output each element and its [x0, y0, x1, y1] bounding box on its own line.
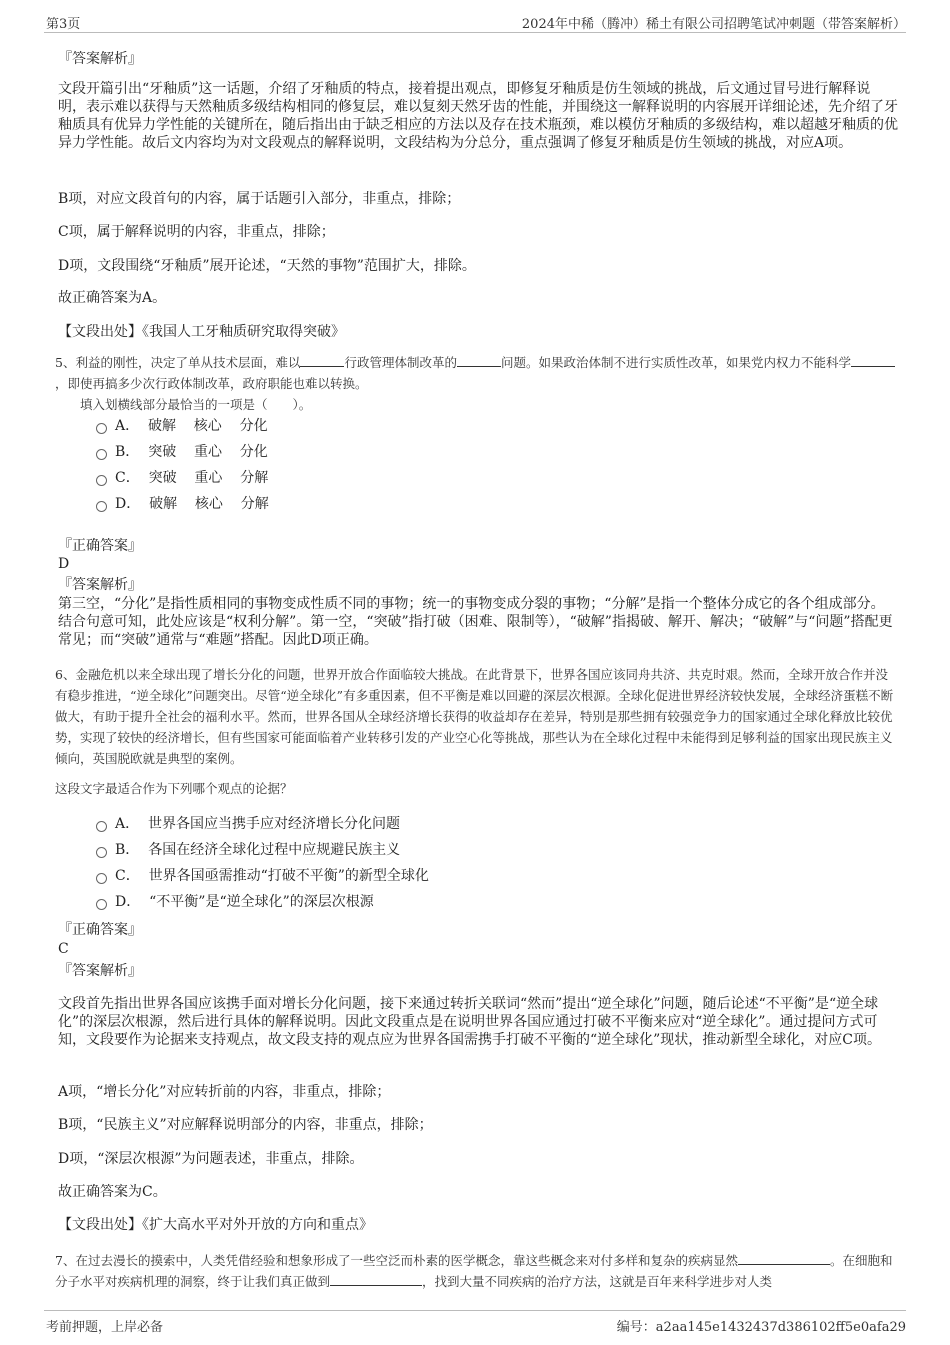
q6-option-a[interactable]: A． 世界各国应当携手应对经济增长分化问题: [96, 814, 400, 834]
document-title: 2024年中稀（腾冲）稀土有限公司招聘笔试冲刺题（带答案解析）: [521, 17, 906, 32]
footer-slogan: 考前押题，上岸必备: [46, 1320, 164, 1335]
q6-option-b-note: B项，“民族主义”对应解释说明部分的内容，非重点，排除；: [58, 1117, 433, 1133]
q5-answer: D: [58, 556, 70, 572]
q6-option-c[interactable]: C． 世界各国亟需推动“打破不平衡”的新型全球化: [96, 866, 429, 886]
q6-conclusion: 故正确答案为C。: [58, 1184, 167, 1200]
q4-source: 【文段出处】《我国人工牙釉质研究取得突破》: [58, 324, 345, 340]
q6-analysis-paragraph: 文段首先指出世界各国应该携手面对增长分化问题，接下来通过转折关联词“然而”提出“逆全球化”问题，随后论述“不平衡”是“逆全球化”的深层次根源，然后进行具体的解释说明。因此文段重点是在说明世界各国应通过打破不平衡来应对“逆全球化”。通过提问方式可知，文段要作为论据来支持观点，故文段支持的观点应为世界各国需携手打破不平衡的“逆全球化”现状，推动新型全球化，对应C项。: [58, 996, 882, 1048]
page-number: 第3页: [46, 17, 81, 32]
document-id: 编号：a2aa145e1432437d386102ff5e0afa29: [616, 1320, 906, 1335]
radio-icon[interactable]: [96, 899, 107, 910]
q5-analysis: 第三空，“分化”是指性质相同的事物变成性质不同的事物；统一的事物变成分裂的事物；“分解”是指一个整体分成它的各个组成部分。结合句意可知，此处应该是“权利分解”。第一空，“突破”指打破（困难、限制等），“破解”指揭破、解开、解决；“破解”与“问题”搭配更常见；而“突破”通常与“难题”搭配。因此D项正确。: [58, 596, 893, 648]
q5-stem-part2: 行政管理体制改革的: [344, 355, 457, 370]
q6-source: 【文段出处】《扩大高水平对外开放的方向和重点》: [58, 1217, 373, 1233]
radio-icon[interactable]: [96, 847, 107, 858]
q4-conclusion: 故正确答案为A。: [58, 290, 167, 306]
q7-stem-part1: 7、在过去漫长的摸索中，人类凭借经验和想象形成了一些空泛而朴素的医学概念，靠这些概念来对付多样和复杂的疾病显然: [55, 1253, 738, 1268]
q4-analysis-paragraph: 文段开篇引出“牙釉质”这一话题，介绍了牙釉质的特点，接着提出观点，即修复牙釉质是仿生领域的挑战，后文通过冒号进行解释说明，表示难以获得与天然釉质多级结构相同的修复层，难以复刻天然牙齿的性能，并围绕这一解释说明的内容展开详细论述，先介绍了牙釉质具有优异力学性能的关键所在，随后指出由于缺乏相应的方法以及存在技术瓶颈，难以模仿牙釉质的多级结构，难以超越牙釉质的优异力学性能。故后文内容均为对文段观点的解释说明，文段结构为分总分，重点强调了修复牙釉质是仿生领域的挑战，对应A项。: [58, 81, 898, 151]
q7-stem-part3: ，找到大量不同疾病的治疗方法，这就是百年来科学进步对人类: [422, 1274, 773, 1289]
q5-stem: [55, 352, 900, 394]
page-footer: [44, 1310, 906, 1335]
radio-icon[interactable]: [96, 501, 107, 512]
radio-icon[interactable]: [96, 873, 107, 884]
q5-blank-1: [300, 354, 344, 367]
radio-icon[interactable]: [96, 475, 107, 486]
q6-answer-label: 『正确答案』: [58, 922, 142, 938]
q7-blank-2: [330, 1273, 422, 1286]
q5-option-b[interactable]: B． 突破 重心 分化: [96, 442, 268, 462]
q5-blank-2: [457, 354, 501, 367]
q5-option-c[interactable]: C． 突破 重心 分解: [96, 468, 268, 488]
q5-option-d[interactable]: D． 破解 核心 分解: [96, 494, 269, 514]
radio-icon[interactable]: [96, 449, 107, 460]
q6-question: 这段文字最适合作为下列哪个观点的论据？: [55, 781, 293, 796]
q4-analysis-label: 『答案解析』: [58, 51, 142, 67]
q6-answer: C: [58, 941, 69, 957]
q7-stem-part2: 。在细胞和分子水平对疾病机理的洞察，终于让我们真正做到: [55, 1253, 893, 1289]
q5-blank-3: [851, 354, 895, 367]
q6-option-d-note: D项，“深层次根源”为问题表述，非重点，排除。: [58, 1151, 364, 1167]
q5-analysis-label: 『答案解析』: [58, 577, 142, 593]
q6-option-a-note: A项，“增长分化”对应转折前的内容，非重点，排除；: [58, 1084, 391, 1100]
q7-stem: [55, 1250, 900, 1292]
page-header: [44, 10, 906, 33]
q5-stem-part4: ，即使再搞多少次行政体制改革，政府职能也难以转换。: [55, 376, 368, 391]
q5-answer-label: 『正确答案』: [58, 538, 142, 554]
q6-option-d[interactable]: D． “不平衡”是“逆全球化”的深层次根源: [96, 892, 374, 912]
q4-option-d-note: D项，文段围绕“牙釉质”展开论述，“天然的事物”范围扩大，排除。: [58, 258, 476, 274]
q5-instruction: 填入划横线部分最恰当的一项是（ ）。: [80, 397, 312, 412]
q4-option-c-note: C项，属于解释说明的内容，非重点，排除；: [58, 224, 335, 240]
radio-icon[interactable]: [96, 821, 107, 832]
q4-option-b-note: B项，对应文段首句的内容，属于话题引入部分，非重点，排除；: [58, 191, 461, 207]
q5-stem-part1: 5、利益的刚性，决定了单从技术层面，难以: [55, 355, 301, 370]
q6-stem: 6、金融危机以来全球出现了增长分化的问题，世界开放合作面临较大挑战。在此背景下，世界各国应该同舟共济、共克时艰。然而，全球开放合作并没有稳步推进，“逆全球化”问题突出。尽管“逆全球化”有多重因素，但不平衡是难以回避的深层次根源。全球化促进世界经济较快发展，全球经济蛋糕不断做大，有助于提升全社会的福利水平。然而，世界各国从全球经济增长获得的收益却存在差异，特别是那些拥有较强竞争力的国家通过全球化释放比较优势，实现了较快的经济增长，但有些国家可能面临着产业转移引发的产业空心化等挑战，那些认为在全球化过程中未能得到足够利益的国家出现民族主义倾向，英国脱欧就是典型的案例。: [55, 667, 894, 766]
q5-stem-part3: 问题。如果政治体制不进行实质性改革，如果党内权力不能科学: [500, 355, 851, 370]
q6-analysis-label: 『答案解析』: [58, 963, 142, 979]
q5-option-a[interactable]: A． 破解 核心 分化: [96, 416, 268, 436]
q7-blank-1: [738, 1252, 830, 1265]
q6-option-b[interactable]: B． 各国在经济全球化过程中应规避民族主义: [96, 840, 400, 860]
radio-icon[interactable]: [96, 423, 107, 434]
